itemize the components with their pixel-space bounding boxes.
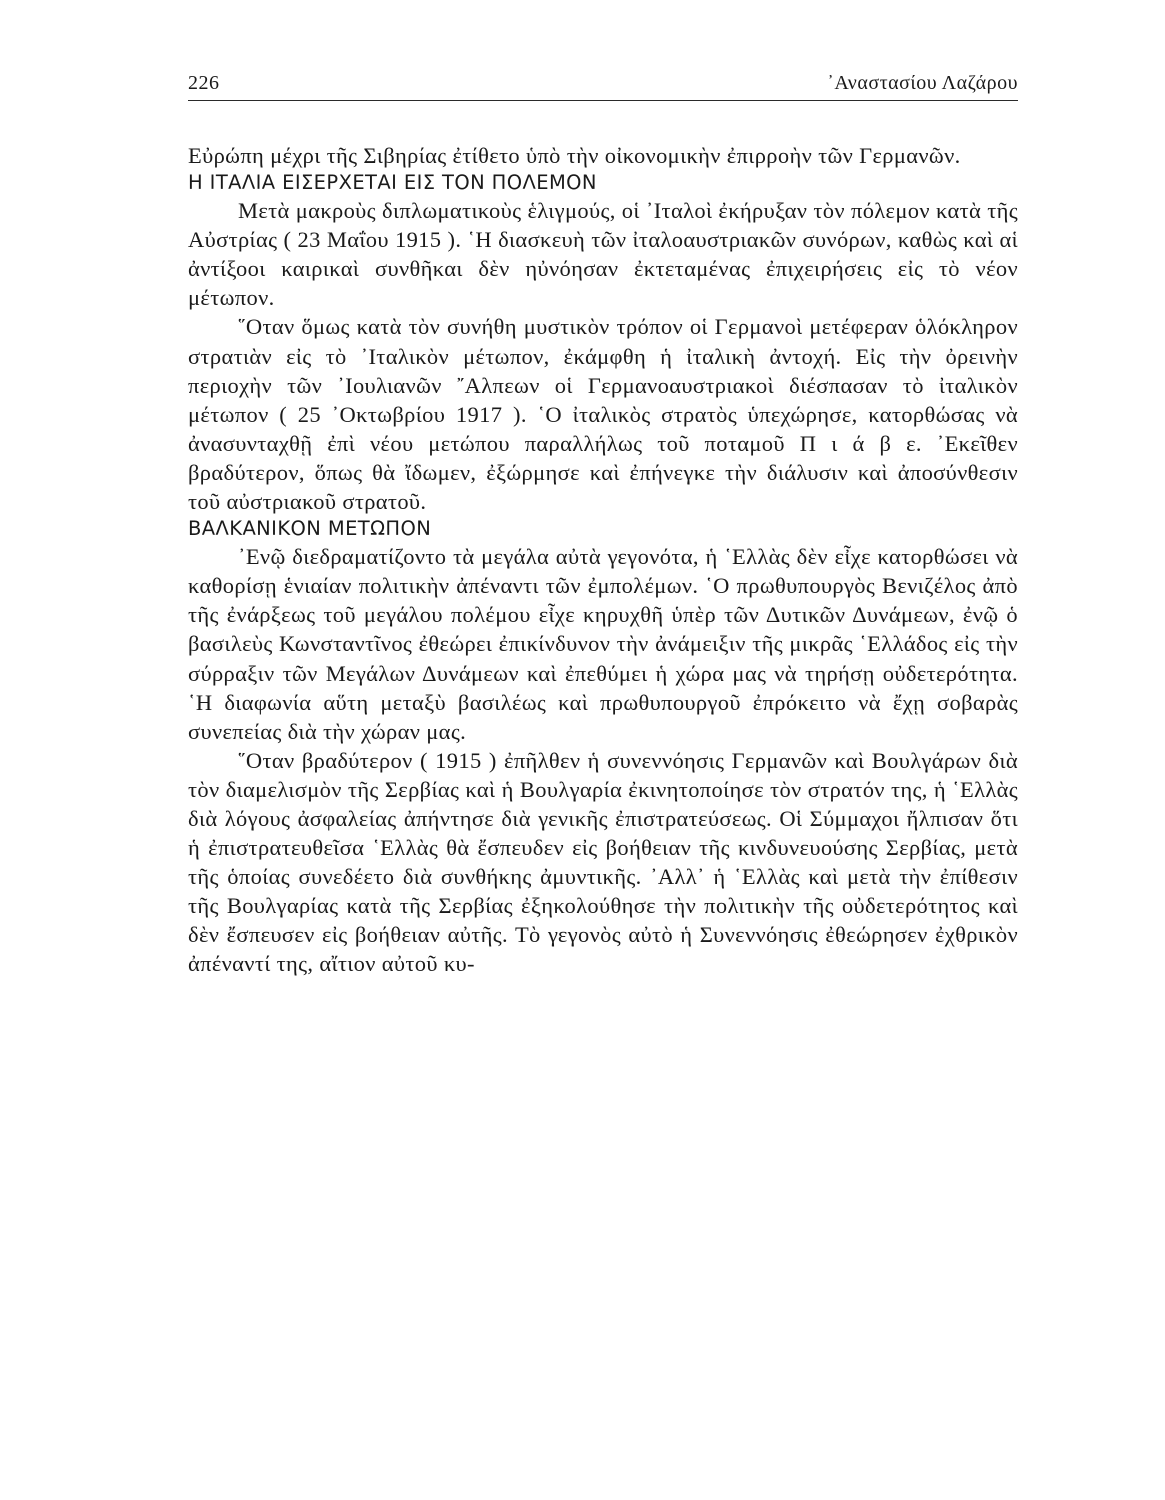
paragraph-greece-mobilization: ῞Οταν βραδύτερον ( 1915 ) ἐπῆλθεν ἡ συνεννόησις Γερμανῶν καὶ Βουλγάρων διὰ τὸν διαμελισμὸν τῆς Σερβίας καὶ ἡ Βουλγαρία ἐκινητοποίησε τὸν στρατόν της, ἡ ῾Ελλὰς διὰ λόγους ἀσφαλείας ἀπήντησε διὰ γενικῆς ἐπιστρατεύσεως. Οἱ Σύμμαχοι ἤλπισαν ὅτι ἡ ἐπιστρατευθεῖσα ῾Ελλὰς θὰ ἔσπευδεν εἰς βοήθειαν τῆς κινδυνευούσης Σερβίας, μετὰ τῆς ὁποίας συνεδέετο διὰ συνθήκης ἀμυντικῆς. ᾿Αλλ᾿ ἡ ῾Ελλὰς καὶ μετὰ τὴν ἐπίθεσιν τῆς Βουλγαρίας κατὰ τῆς Σερβίας ἐξηκολούθησε τὴν πολιτικὴν τῆς οὐδετερότητος καὶ δὲν ἔσπευσεν εἰς βοήθειαν αὐτῆς. Τὸ γεγονὸς αὐτὸ ἡ Συνεννόησις ἐθεώρησεν ἐχθρικὸν ἀπέναντί της, αἴτιον αὐτοῦ κυ- [188, 747, 1018, 977]
running-title: ᾿Αναστασίου Λαζάρου [827, 72, 1018, 94]
body-text [188, 141, 1018, 979]
paragraph-greece-policy: ᾿Ενῷ διεδραματίζοντο τὰ μεγάλα αὐτὰ γεγονότα, ἡ ῾Ελλὰς δὲν εἶχε κατορθώσει νὰ καθορίσῃ ἑνιαίαν πολιτικὴν ἀπέναντι τῶν ἐμπολέμων. ῾Ο πρωθυπουργὸς Βενιζέλος ἀπὸ τῆς ἐνάρξεως τοῦ μεγάλου πολέμου εἶχε κηρυχθῆ ὑπὲρ τῶν Δυτικῶν Δυνάμεων, ἐνῷ ὁ βασιλεὺς Κωνσταντῖνος ἐθεώρει ἐπικίνδυνον τὴν ἀνάμειξιν τῆς μικρᾶς ῾Ελλάδος εἰς τὴν σύρραξιν τῶν Μεγάλων Δυνάμεων καὶ ἐπεθύμει ἡ χώρα μας νὰ τηρήσῃ οὐδετερότητα. ῾Η διαφωνία αὕτη μεταξὺ βασιλέως καὶ πρωθυπουργοῦ ἐπρόκειτο νὰ ἔχῃ σοβαρὰς συνεπείας διὰ τὴν χώραν μας. [188, 544, 1018, 744]
running-header [188, 70, 1018, 101]
section-heading-balkan: ΒΑΛΚΑΝΙΚΟΝ ΜΕΤΩΠΟΝ [188, 517, 432, 541]
page-number: 226 [188, 72, 220, 94]
book-page [188, 70, 1018, 979]
section-heading-italy: Η ΙΤΑΛΙΑ ΕΙΣΕΡΧΕΤΑΙ ΕΙΣ ΤΟΝ ΠΟΛΕΜΟΝ [188, 171, 597, 195]
paragraph-continuation: Εὐρώπη μέχρι τῆς Σιβηρίας ἐτίθετο ὑπὸ τὴν οἰκονομικὴν ἐπιρροὴν τῶν Γερμανῶν. [188, 143, 961, 168]
paragraph-italy-war: Μετὰ μακροὺς διπλωματικοὺς ἑλιγμούς, οἱ ᾿Ιταλοὶ ἐκήρυξαν τὸν πόλεμον κατὰ τῆς Αὐστρίας ( 23 Μαΐου 1915 ). ῾Η διασκευὴ τῶν ἰταλοαυστριακῶν συνόρων, καθὼς καὶ αἱ ἀντίξοοι καιρικαὶ συνθῆκαι δὲν ηὐνόησαν ἐκτεταμένας ἐπιχειρήσεις εἰς τὸ νέον μέτωπον. [188, 198, 1018, 311]
paragraph-italy-front: ῞Οταν ὅμως κατὰ τὸν συνήθη μυστικὸν τρόπον οἱ Γερμανοὶ μετέφεραν ὁλόκληρον στρατιὰν εἰς τὸ ᾿Ιταλικὸν μέτωπον, ἐκάμφθη ἡ ἰταλικὴ ἀντοχή. Εἰς τὴν ὀρεινὴν περιοχὴν τῶν ᾿Ιουλιανῶν ῎Αλπεων οἱ Γερμανοαυστριακοὶ διέσπασαν τὸ ἰταλικὸν μέτωπον ( 25 ᾿Οκτωβρίου 1917 ). ῾Ο ἰταλικὸς στρατὸς ὑπεχώρησε, κατορθώσας νὰ ἀνασυνταχθῇ ἐπὶ νέου μετώπου παραλλήλως τοῦ ποταμοῦ Π ι ά β ε. ᾿Εκεῖθεν βραδύτερον, ὅπως θὰ ἴδωμεν, ἐξώρμησε καὶ ἐπήνεγκε τὴν διάλυσιν καὶ ἀποσύνθεσιν τοῦ αὐστριακοῦ στρατοῦ. [188, 314, 1018, 515]
